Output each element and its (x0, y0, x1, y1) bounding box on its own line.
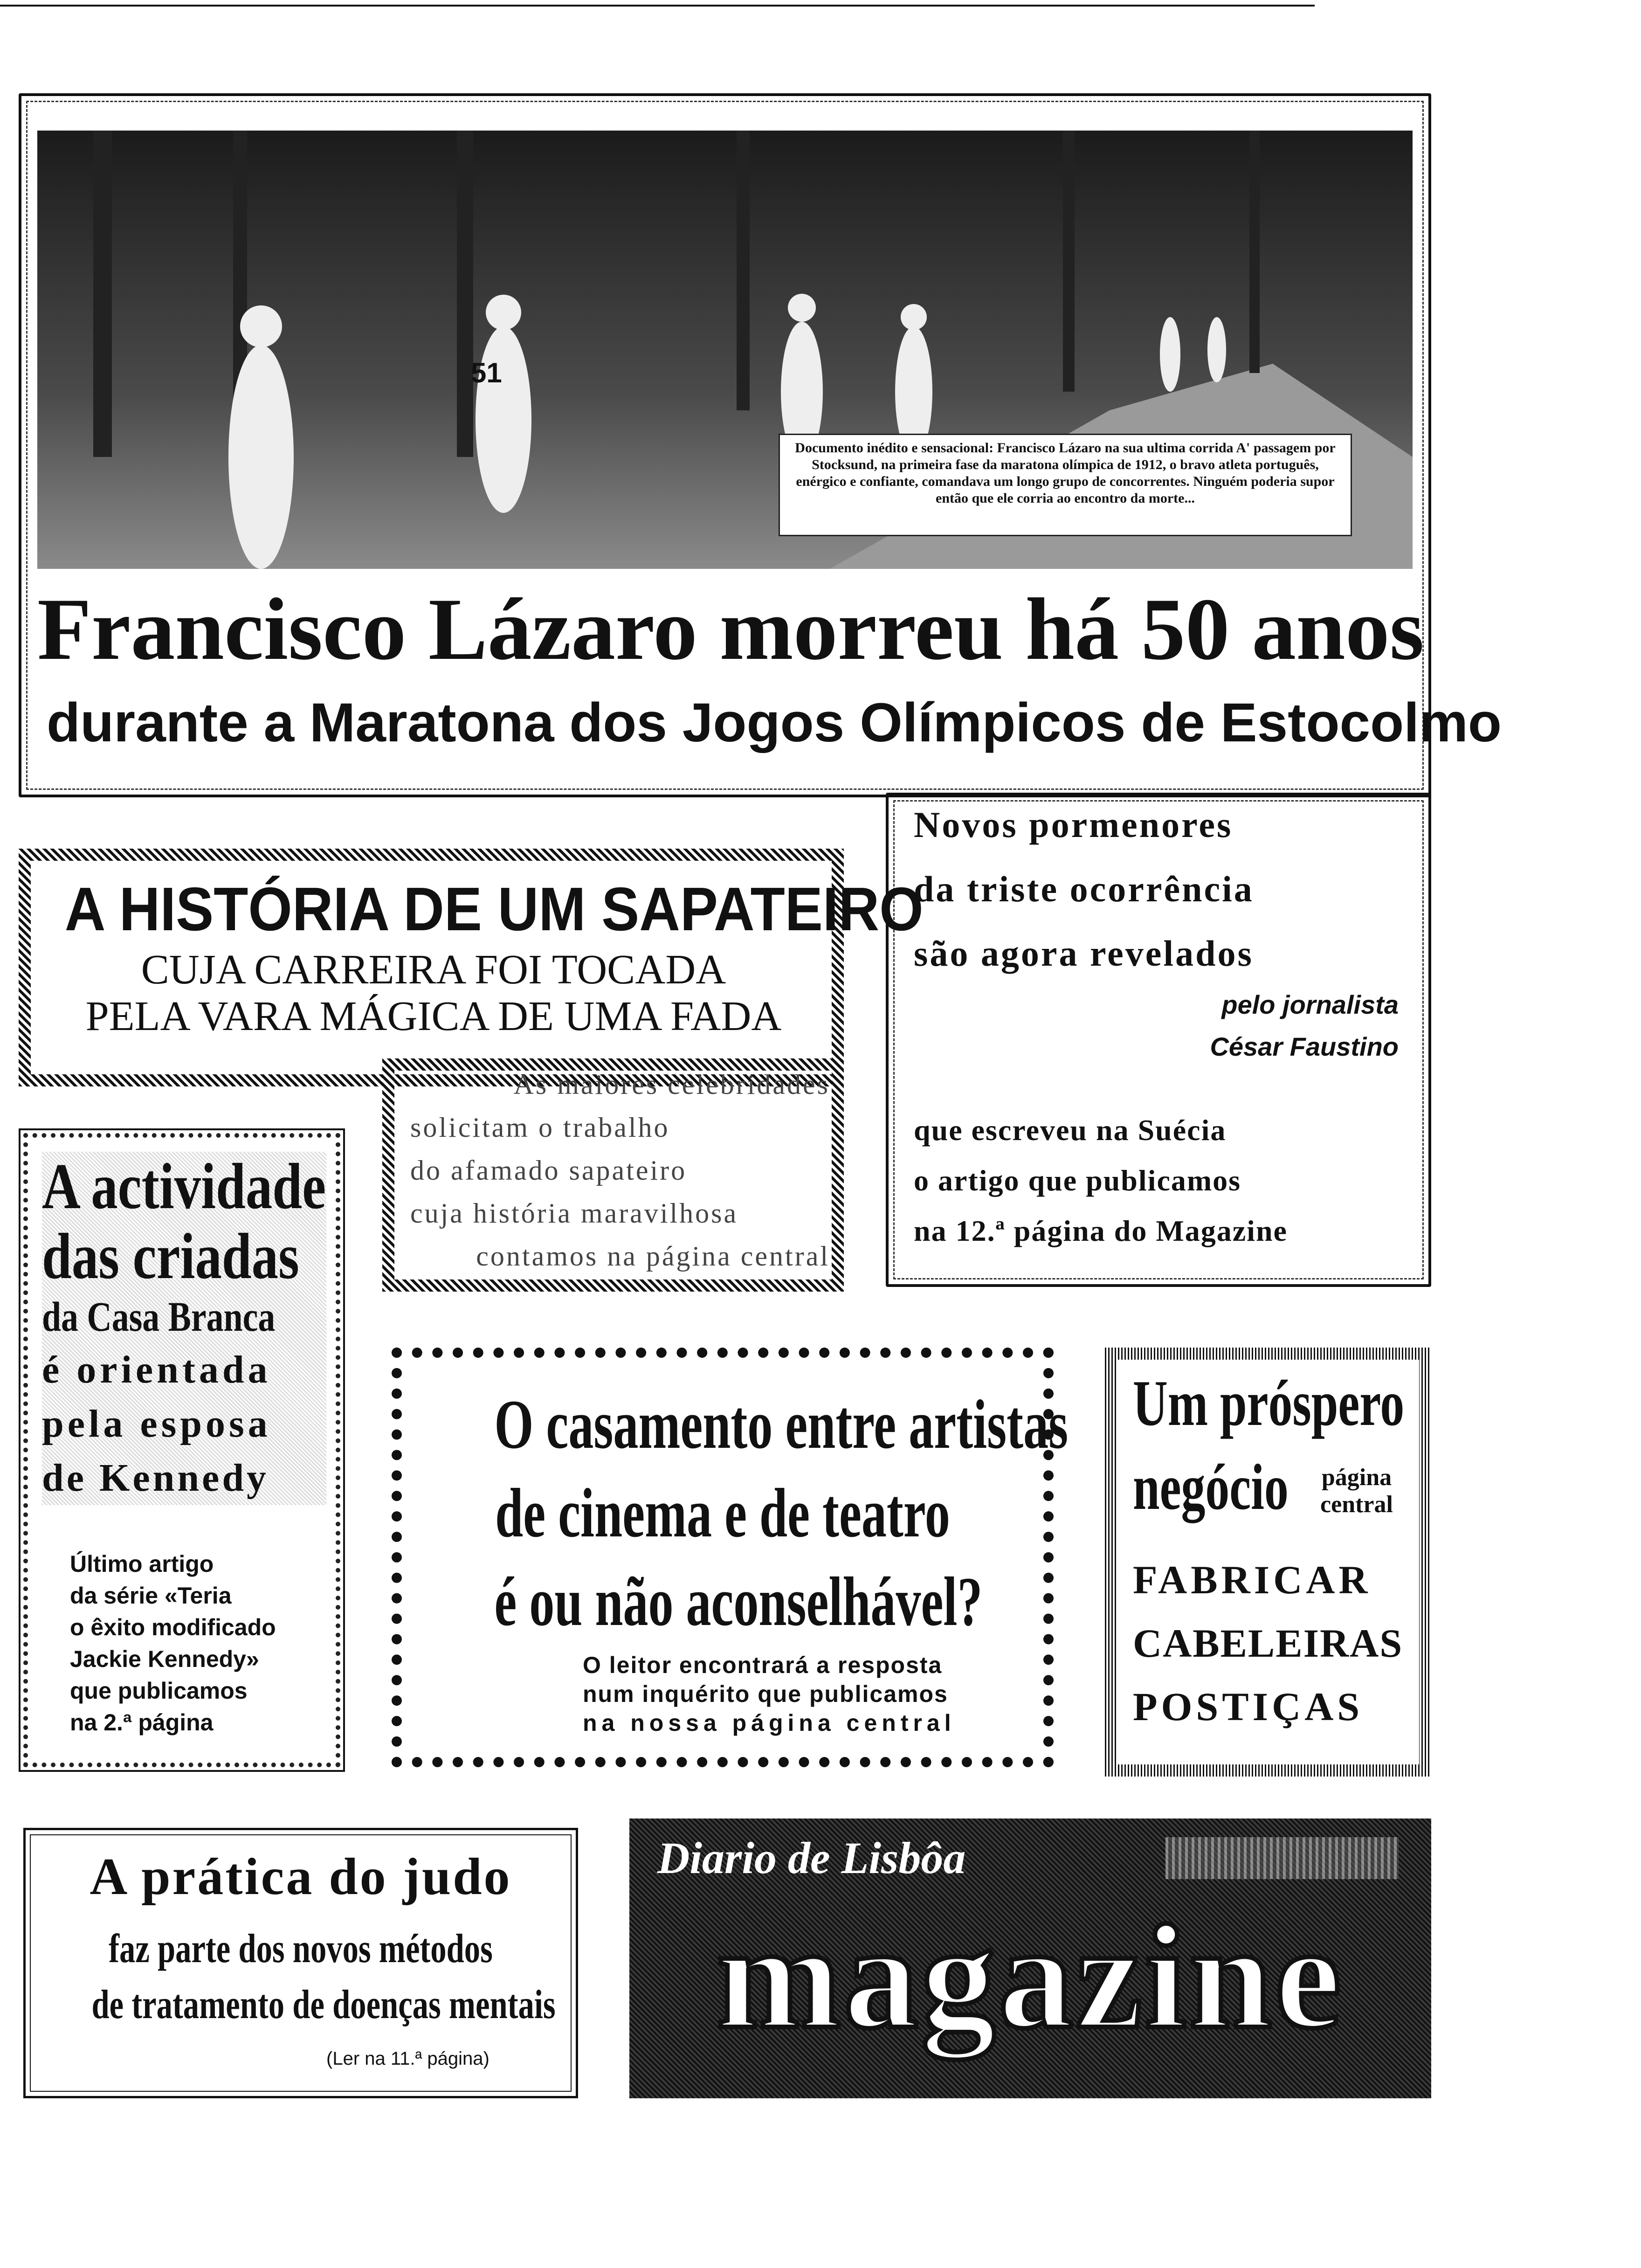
pormenores-line: da triste ocorrência (914, 869, 1254, 909)
casamento-title-line: é ou não aconselhável? (494, 1563, 983, 1640)
casamento-note-line: na nossa página central (583, 1710, 956, 1736)
criadas-note-line: Jackie Kennedy» (70, 1646, 259, 1672)
judo-title: A prática do judo (90, 1848, 512, 1906)
pormenores-tail-line: na 12.ª página do Magazine (914, 1214, 1288, 1247)
pormenores-tail-line: que escreveu na Suécia (914, 1113, 1227, 1147)
negocio-side-line: central (1320, 1491, 1393, 1518)
negocio-rest (1133, 1548, 1413, 1738)
byline-role: pelo jornalista (1221, 990, 1399, 1019)
negocio-rest-line: POSTIÇAS (1133, 1684, 1364, 1729)
criadas-note-line: na 2.ª página (70, 1709, 214, 1736)
casamento-title-line: O casamento entre artistas (494, 1386, 1069, 1463)
masthead-date-area (1165, 1837, 1399, 1879)
negocio-rest-line: CABELEIRAS (1133, 1621, 1403, 1666)
judo-line: de tratamento de doenças mentais (91, 1982, 556, 2027)
sapateiro-sub-1: CUJA CARREIRA FOI TOCADA (141, 947, 726, 993)
photo-caption: Documento inédito e sensacional: Francisco Lázaro na sua ultima corrida A' passagem por Stocksund, na primeira fase da maratona olímpica de 1912, o bravo atleta português, enérgico e confiante, comandava um longo grupo de concorrentes. Ninguém poderia supor então que ele corria ao encontro da morte... (779, 434, 1352, 536)
pormenores-tail-line: o artigo que publicamos (914, 1164, 1241, 1197)
lead-headline: Francisco Lázaro morreu há 50 anos (37, 581, 1424, 678)
magazine-masthead (629, 1819, 1431, 2098)
criadas-title-line: é orientada (42, 1348, 271, 1391)
top-rule (0, 5, 1315, 7)
criadas-title-line: da Casa Branca (42, 1294, 276, 1340)
casamento-note-line: O leitor encontrará a resposta (583, 1652, 943, 1678)
lead-subheadline: durante a Maratona dos Jogos Olímpicos de Estocolmo (47, 692, 1502, 754)
byline (914, 984, 1399, 1068)
judo-lines (33, 1921, 569, 2033)
masthead-word: magazine (717, 1895, 1344, 2060)
casamento-title-line: de cinema e de teatro (495, 1474, 950, 1552)
pormenores-line: são agora revelados (914, 933, 1254, 974)
negocio-line-2: negócio (1133, 1451, 1289, 1523)
criadas-note-line: Último artigo (70, 1551, 214, 1577)
sapateiro-body-line: As maiores celebridades (513, 1069, 830, 1100)
casamento-title (406, 1380, 1069, 1646)
negocio-line-1: Um próspero (1133, 1367, 1405, 1439)
sapateiro-body-line: do afamado sapateiro (410, 1155, 687, 1186)
judo-ref: (Ler na 11.ª página) (326, 2048, 490, 2069)
sapateiro-body-line: solicitam o trabalho (410, 1112, 670, 1143)
casamento-note-line: num inquérito que publicamos (583, 1681, 948, 1707)
criadas-title-line: A actividade (42, 1150, 326, 1223)
negocio-side-line: página (1321, 1464, 1392, 1491)
sapateiro-sub-2: PELA VARA MÁGICA DE UMA FADA (85, 993, 782, 1039)
criadas-title-line: das criadas (42, 1220, 299, 1293)
sapateiro-title: A HISTÓRIA DE UM SAPATEIRO (64, 875, 924, 943)
pormenores-block (914, 793, 1417, 986)
criadas-title-line: de Kennedy (42, 1456, 269, 1500)
criadas-title (42, 1152, 326, 1505)
sapateiro-body-line: cuja história maravilhosa (410, 1198, 738, 1229)
criadas-note-line: que publicamos (70, 1678, 248, 1704)
criadas-note-line: o êxito modificado (70, 1614, 276, 1640)
masthead-paper-name: Diario de Lisbôa (657, 1833, 966, 1883)
criadas-title-line: pela esposa (42, 1402, 271, 1445)
byline-author: César Faustino (1210, 1032, 1399, 1061)
criadas-note (70, 1548, 331, 1738)
runner-bib: 51 (471, 357, 502, 388)
negocio-rest-line: FABRICAR (1133, 1557, 1372, 1602)
negocio-side (1305, 1464, 1408, 1518)
judo-line: faz parte dos novos métodos (109, 1926, 493, 1971)
casamento-note (583, 1651, 1030, 1737)
criadas-note-line: da série «Teria (70, 1583, 232, 1609)
sapateiro-body-line: contamos na página central (476, 1241, 830, 1272)
pormenores-line: Novos pormenores (914, 804, 1233, 845)
pormenores-tail (914, 1105, 1399, 1256)
sapateiro-body (410, 1063, 830, 1278)
